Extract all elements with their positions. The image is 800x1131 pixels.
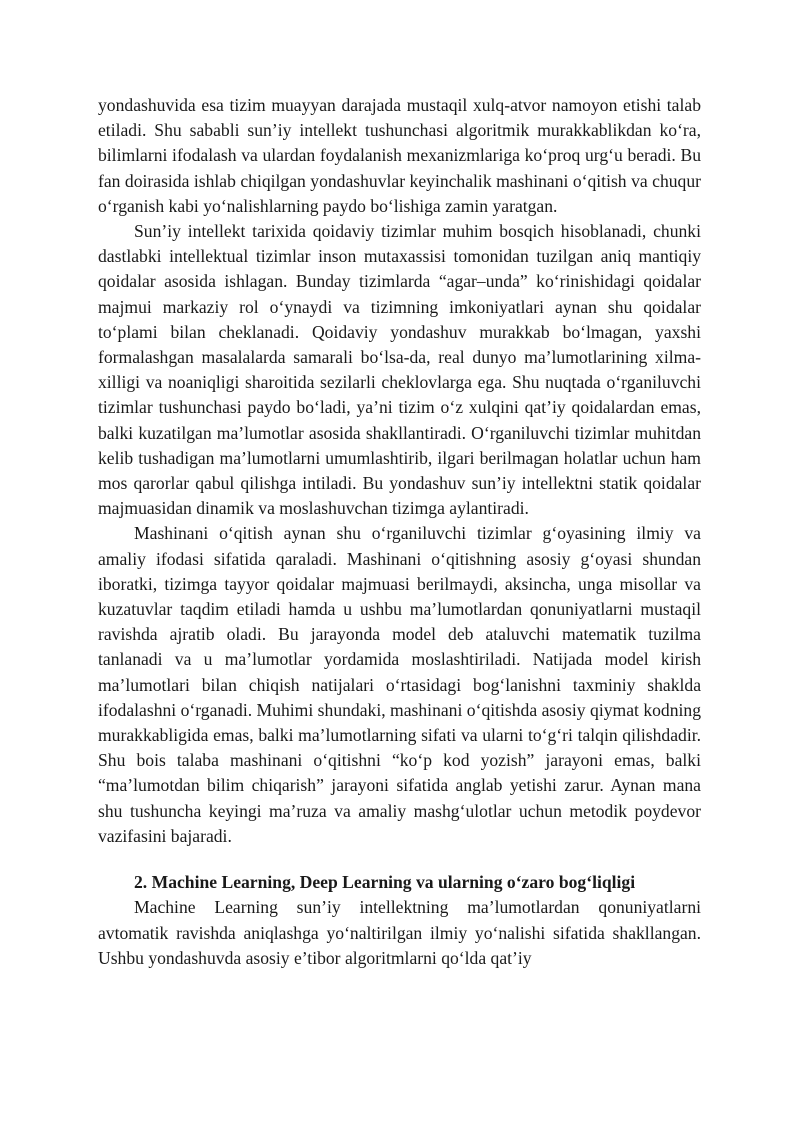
paragraph-rule-based-systems: Sun’iy intellekt tarixida qoidaviy tizimlar muhim bosqich hisoblanadi, chunki dastlabki intellektual tizimlar inson mutaxassisi tomonidan tuzilgan aniq mantiqiy qoidalar asosida ishlagan. Bunday tizimlarda “agar–unda” ko‘rinishidagi qoidalar majmui markaziy rol o‘ynaydi va tizimning imkoniyatlari aynan shu qoidalar to‘plami bilan cheklanadi. Qoidaviy yondashuv murakkab bo‘lmagan, yaxshi formalashgan masalalarda samarali bo‘lsa-da, real dunyo ma’lumotlarining xilma-xilligi va noaniqligi sharoitida sezilarli cheklovlarga ega. Shu nuqtada o‘rganiluvchi tizimlar tushunchasi paydo bo‘ladi, ya’ni tizim o‘z xulqini qat’iy qoidalardan emas, balki kuzatilgan ma’lumotlar asosida shakllantiradi. O‘rganiluvchi tizimlar muhitdan kelib tushadigan ma’lumotlarni umumlashtirib, ilgari berilmagan holatlar uchun ham mos qarorlar qabul qilishga intiladi. Bu yondashuv sun’iy intellektni statik qoidalar majmuasidan dinamik va moslashuvchan tizimga aylantiradi. xyxy=(98,221,701,519)
section-heading-wrapper xyxy=(98,870,701,895)
paragraph-machine-learning-idea: Mashinani o‘qitish aynan shu o‘rganiluvchi tizimlar g‘oyasining ilmiy va amaliy ifodasi sifatida qaraladi. Mashinani o‘qitishning asosiy g‘oyasi shundan iboratki, tizimga tayyor qoidalar majmuasi berilmaydi, aksincha, unga misollar va kuzatuvlar taqdim etiladi hamda u ushbu ma’lumotlardan qonuniyatlarni mustaqil ravishda ajratib oladi. Bu jarayonda model deb ataluvchi matematik tuzilma tanlanadi va u ma’lumotlar yordamida moslashtiriladi. Natijada model kirish ma’lumotlari bilan chiqish natijalari o‘rtasidagi bog‘lanishni taxminiy shaklda ifodalashni o‘rganadi. Muhimi shundaki, mashinani o‘qitishda asosiy qiymat kodning murakkabligida emas, balki ma’lumotlarning sifati va ularni to‘g‘ri talqin qilishdadir. Shu bois talaba mashinani o‘qitishni “ko‘p kod yozish” jarayoni emas, balki “ma’lumotdan bilim chiqarish” jarayoni sifatida anglab yetishi zarur. Aynan mana shu tushuncha keyingi ma’ruza va amaliy mashg‘ulotlar uchun metodik poydevor vazifasini bajaradi. xyxy=(98,523,701,846)
document-page xyxy=(98,93,701,971)
paragraph-continuation: yondashuvida esa tizim muayyan darajada mustaqil xulq-atvor namoyon etishi talab etiladi. Shu sababli sun’iy intellekt tushunchasi algoritmik murakkablikdan ko‘ra, bilimlarni ifodalash va ulardan foydalanish mexanizmlariga ko‘proq urg‘u beradi. Bu fan doirasida ishlab chiqilgan yondashuvlar keyinchalik mashinani o‘qitish va chuqur o‘rganish kabi yo‘nalishlarning paydo bo‘lishiga zamin yaratgan. xyxy=(98,95,701,216)
section-heading: 2. Machine Learning, Deep Learning va ularning o‘zaro bog‘liqligi xyxy=(134,872,636,893)
paragraph-section-intro: Machine Learning sun’iy intellektning ma’lumotlardan qonuniyatlarni avtomatik ravishda aniqlashga yo‘naltirilgan ilmiy yo‘nalishi sifatida shakllangan. Ushbu yondashuvda asosiy e’tibor algoritmlarni qo‘lda qat’iy xyxy=(98,897,701,968)
